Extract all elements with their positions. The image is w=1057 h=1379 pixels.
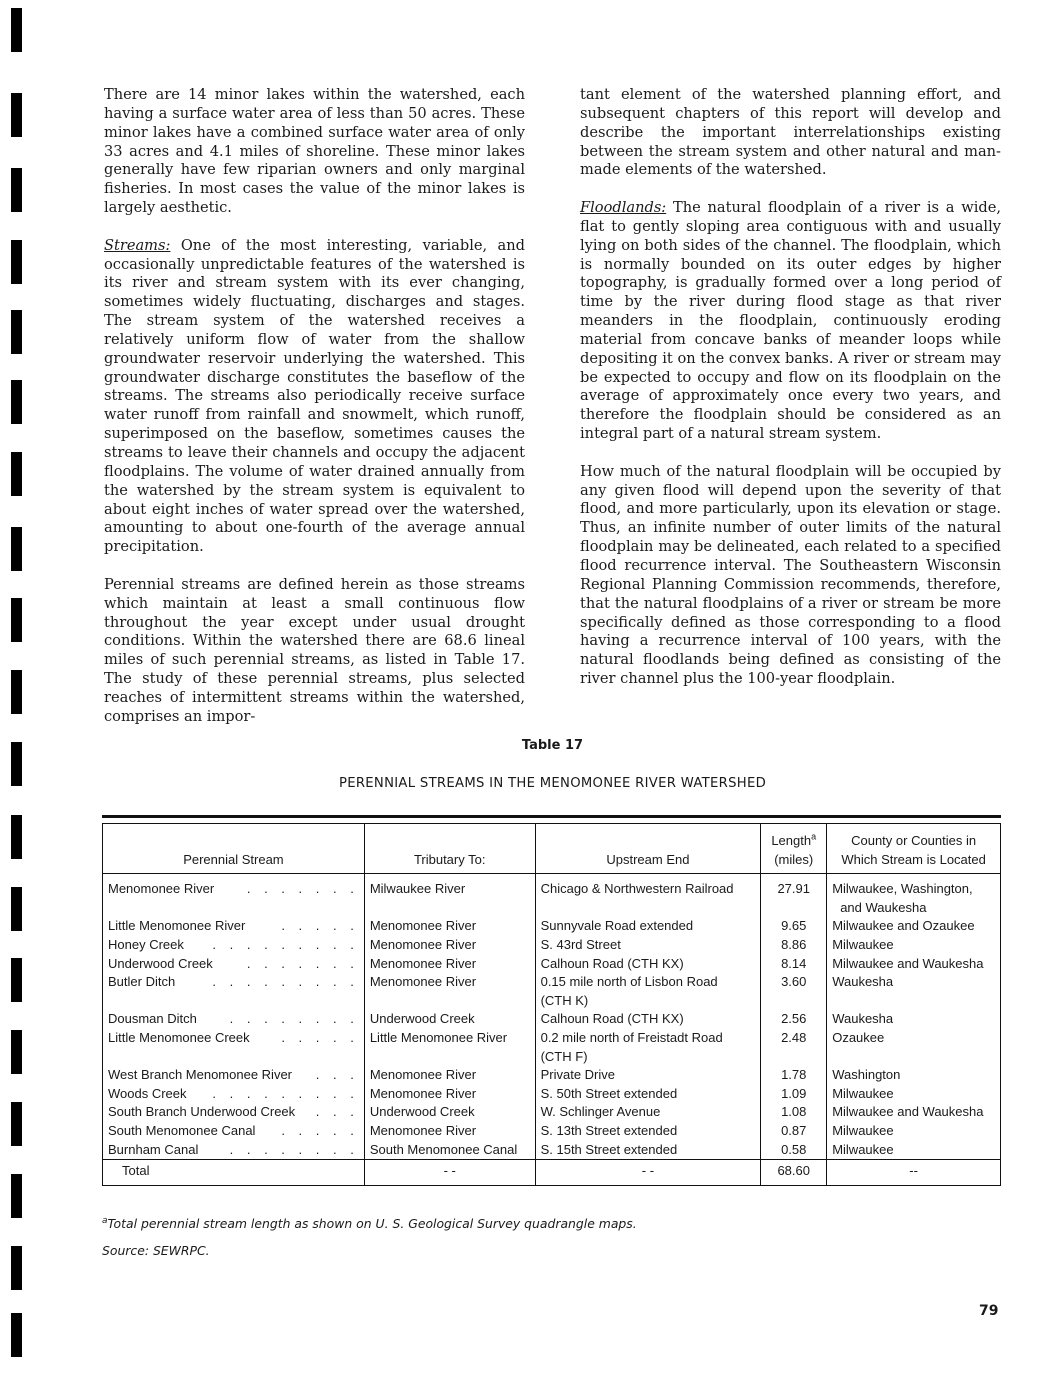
county: Milwaukee, Washington, and Waukesha — [827, 874, 1001, 918]
tributary: Underwood Creek — [364, 1010, 535, 1029]
stream-name: Little Menomonee Creek . . . . . — [103, 1029, 365, 1066]
length: 3.60 — [761, 973, 827, 1010]
tributary: Menomonee River — [364, 973, 535, 1010]
tributary: South Menomonee Canal — [364, 1141, 535, 1160]
streams-paragraph — [104, 237, 525, 557]
length: 2.56 — [761, 1010, 827, 1029]
floodplain-paragraph: How much of the natural floodplain will be occupied by any given flood will depend upon the severity of that flood, and more particularly, upon its elevation or stage. Thus, an infinite number of outer limits of the natural floodplain may be delineated, each related to a specified flood recurrence interval. The Southeastern Wisconsin Regional Planning Commission recommends, therefore, that the natural floodplains of a river or stream be more specifically defined as those corresponding to a flood having a recurrence interval of 100 years, with the natural floodlands being defined as consisting of the river channel plus the 100-year floodplain. — [580, 462, 1001, 688]
stream-name: West Branch Menomonee River . . . — [103, 1066, 365, 1085]
stream-name: Butler Ditch . . . . . . . . . — [103, 973, 365, 1010]
table-row — [103, 917, 1001, 936]
floodlands-paragraph — [580, 199, 1001, 444]
table-row — [103, 1103, 1001, 1122]
table-title: PERENNIAL STREAMS IN THE MENOMONEE RIVER WATERSHED — [338, 776, 767, 791]
page-number: 79 — [979, 1303, 999, 1319]
county: Waukesha — [827, 973, 1001, 1010]
header-county: County or Counties in Which Stream is Located — [827, 824, 1001, 874]
tributary: Menomonee River — [364, 955, 535, 974]
stream-name: Little Menomonee River . . . . . — [103, 917, 365, 936]
upstream-end: S. 13th Street extended — [535, 1122, 761, 1141]
length: 1.09 — [761, 1085, 827, 1104]
table-row — [103, 1010, 1001, 1029]
upstream-end: 0.15 mile north of Lisbon Road (CTH K) — [535, 973, 761, 1010]
tributary: Menomonee River — [364, 936, 535, 955]
table-row — [103, 936, 1001, 955]
county: Milwaukee and Ozaukee — [827, 917, 1001, 936]
source-note: Source: SEWRPC. — [102, 1243, 210, 1258]
continued-paragraph: tant element of the watershed planning effort, and subsequent chapters of this report will develop and describe the important interrelationships existing between the stream system and other natural and man-made elements of the watershed. — [580, 86, 1001, 179]
stream-name: Burnham Canal . . . . . . . . — [103, 1141, 365, 1160]
tributary: Little Menomonee River — [364, 1029, 535, 1066]
right-column — [580, 86, 1001, 708]
streams-text: One of the most interesting, variable, and occasionally unpredictable features of the watershed is its river and stream system with its ever changing, sometimes widely fluctuating, discharges and stages. The stream system of the watershed receives a relatively uniform flow of water from the shallow groundwater reservoir underlying the watershed. This groundwater discharge constitutes the baseflow of the streams. The streams also periodically receive surface water runoff from rainfall and snowmelt, which runoff, superimposed on the baseflow, sometimes causes the streams to leave their channels and occupy the adjacent floodplains. The volume of water drained annually from the watershed by the stream system is equivalent to about eight inches of water spread over the watershed, amounting to about one-fourth of the average annual precipitation. — [104, 236, 526, 556]
county: Milwaukee and Waukesha — [827, 1103, 1001, 1122]
table-row — [103, 1141, 1001, 1160]
upstream-end: S. 43rd Street — [535, 936, 761, 955]
county: Milwaukee and Waukesha — [827, 955, 1001, 974]
total-upstream: - - — [535, 1160, 761, 1186]
length: 0.87 — [761, 1122, 827, 1141]
perennial-streams-paragraph: Perennial streams are defined herein as those streams which maintain at least a small continuous flow throughout the year except under usual drought conditions. Within the watershed there are 68.6 lineal miles of such perennial streams, as listed in Table 17. The study of these perennial streams, plus selected reaches of intermittent streams within the watershed, comprises an impor- — [104, 575, 525, 725]
header-stream: Perennial Stream — [103, 824, 365, 874]
table-row — [103, 973, 1001, 1010]
binding-marks — [11, 0, 25, 1379]
streams-heading: Streams: — [104, 236, 171, 254]
total-label: Total — [103, 1160, 365, 1186]
length: 27.91 — [761, 874, 827, 918]
tributary: Milwaukee River — [364, 874, 535, 918]
tributary: Menomonee River — [364, 1122, 535, 1141]
upstream-end: Private Drive — [535, 1066, 761, 1085]
stream-name: Honey Creek . . . . . . . . . — [103, 936, 365, 955]
upstream-end: W. Schlinger Avenue — [535, 1103, 761, 1122]
county: Milwaukee — [827, 936, 1001, 955]
table-row — [103, 1029, 1001, 1066]
upstream-end: 0.2 mile north of Freistadt Road (CTH F) — [535, 1029, 761, 1066]
total-row — [103, 1160, 1001, 1186]
county: Waukesha — [827, 1010, 1001, 1029]
minor-lakes-paragraph: There are 14 minor lakes within the watershed, each having a surface water area of less than 50 acres. These minor lakes have a combined surface water area of only 33 acres and 4.1 miles of shoreline. These minor lakes generally have few riparian owners and only marginal fisheries. In most cases the value of the minor lakes is largely aesthetic. — [104, 86, 525, 217]
upstream-end: S. 50th Street extended — [535, 1085, 761, 1104]
length: 2.48 — [761, 1029, 827, 1066]
upstream-end: S. 15th Street extended — [535, 1141, 761, 1160]
tributary: Menomonee River — [364, 917, 535, 936]
footnote-a: $^a$Total perennial stream length as shown on U. S. Geological Survey quadrangle maps. — [102, 1215, 637, 1231]
total-length: 68.60 — [761, 1160, 827, 1186]
header-upstream: Upstream End — [535, 824, 761, 874]
upstream-end: Chicago & Northwestern Railroad — [535, 874, 761, 918]
table-header-row — [103, 824, 1001, 874]
floodlands-text: The natural floodplain of a river is a wide, flat to gently sloping area contiguous with and usually lying on both sides of the channel. The floodplain, which is normally bounded on its outer edges by higher topography, is gradually formed over a long period of time by the river during flood stage as that river meanders in the floodplain, continuously eroding material from concave banks of meander loops while depositing it on the convex banks. A river or stream may be expected to occupy and flow on its floodplain on the average of approximately once every two years, and therefore the floodplain should be considered as an integral part of a natural stream system. — [580, 199, 1001, 443]
length: 1.78 — [761, 1066, 827, 1085]
stream-name: Dousman Ditch . . . . . . . . — [103, 1010, 365, 1029]
total-county: -- — [827, 1160, 1001, 1186]
stream-name: Underwood Creek . . . . . . . — [103, 955, 365, 974]
stream-name: South Branch Underwood Creek . . . — [103, 1103, 365, 1122]
tributary: Menomonee River — [364, 1066, 535, 1085]
county: Ozaukee — [827, 1029, 1001, 1066]
perennial-streams-table — [102, 823, 1001, 1186]
stream-name: Woods Creek . . . . . . . . . — [103, 1085, 365, 1104]
tributary: Menomonee River — [364, 1085, 535, 1104]
length: 9.65 — [761, 917, 827, 936]
table-row — [103, 1085, 1001, 1104]
header-tributary: Tributary To: — [364, 824, 535, 874]
county: Milwaukee — [827, 1122, 1001, 1141]
county: Milwaukee — [827, 1141, 1001, 1160]
upstream-end: Calhoun Road (CTH KX) — [535, 1010, 761, 1029]
table-top-rule — [102, 815, 1001, 818]
stream-name: Menomonee River . . . . . . . — [103, 874, 365, 918]
upstream-end: Calhoun Road (CTH KX) — [535, 955, 761, 974]
table-row — [103, 1122, 1001, 1141]
table-number: Table 17 — [521, 738, 584, 753]
left-column — [104, 86, 525, 745]
county: Washington — [827, 1066, 1001, 1085]
floodlands-heading: Floodlands: — [580, 199, 667, 217]
county: Milwaukee — [827, 1085, 1001, 1104]
table-row — [103, 874, 1001, 918]
length: 1.08 — [761, 1103, 827, 1122]
tributary: Underwood Creek — [364, 1103, 535, 1122]
table-row — [103, 1066, 1001, 1085]
upstream-end: Sunnyvale Road extended — [535, 917, 761, 936]
stream-name: South Menomonee Canal . . . . . — [103, 1122, 365, 1141]
length: 8.14 — [761, 955, 827, 974]
total-tributary: - - — [364, 1160, 535, 1186]
length: 8.86 — [761, 936, 827, 955]
table-row — [103, 955, 1001, 974]
length: 0.58 — [761, 1141, 827, 1160]
header-length: Length$^a$ (miles) — [761, 824, 827, 874]
